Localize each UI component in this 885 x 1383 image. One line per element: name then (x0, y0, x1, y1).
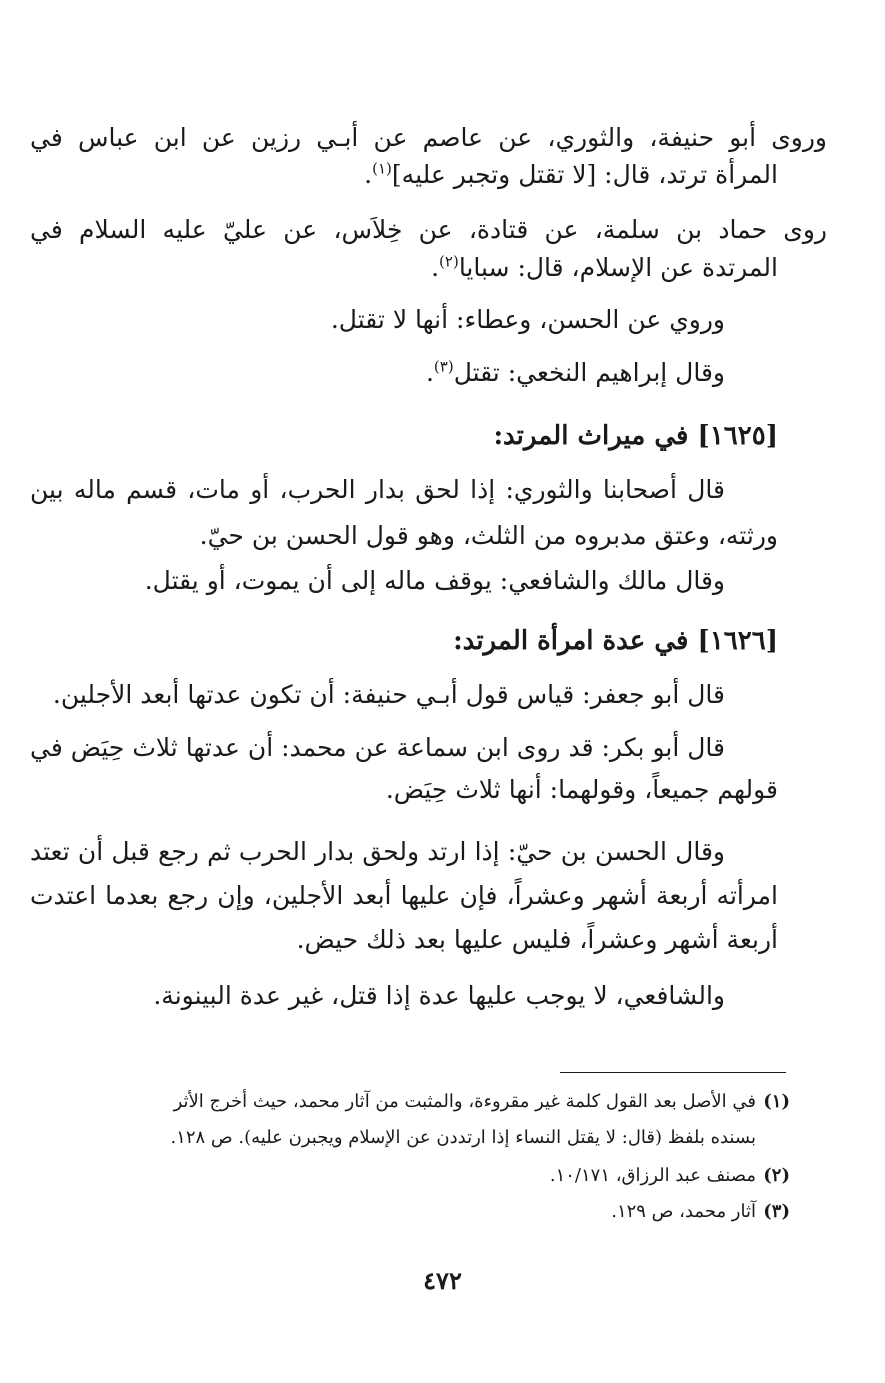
body-line: قولهم جميعاً، وقولهما: أنها ثلاث حِيَض. (385, 775, 778, 804)
body-line: ورثته، وعتق مدبروه من الثلث، وهو قول الحسن بن حيّ. (199, 521, 778, 550)
footnote-number: (٣) (763, 1201, 790, 1222)
section-heading: [١٦٢٥] في ميراث المرتد: (493, 421, 778, 451)
body-text: . (364, 160, 373, 189)
footnote-number: (١) (763, 1091, 790, 1112)
body-line: وقال الحسن بن حيّ: إذا ارتد ولحق بدار الحرب ثم رجع قبل أن تعتد (30, 837, 725, 866)
footnote-text: في الأصل بعد القول كلمة غير مقروءة، والمثبت من آثار محمد، حيث أخرج الأثر (173, 1091, 756, 1112)
body-line: روى حماد بن سلمة، عن قتادة، عن خِلاَس، عن عليّ عليه السلام في (30, 215, 827, 244)
footnote-ref: (١) (372, 159, 392, 178)
page-number: ٤٧٢ (423, 1266, 462, 1295)
footnote-text: مصنف عبد الرزاق، ١٠/١٧١. (549, 1165, 756, 1186)
body-text: المرأة ترتد، قال: [لا تقتل وتجبر عليه] (391, 160, 778, 189)
body-line: وقال مالك والشافعي: يوقف ماله إلى أن يموت، أو يقتل. (144, 566, 725, 595)
body-line: قال أبو بكر: قد روى ابن سماعة عن محمد: أن عدتها ثلاث حِيَض في (30, 733, 725, 762)
body-line (364, 157, 778, 193)
body-line: امرأته أربعة أشهر وعشراً، فإن عليها أبعد الأجلين، وإن رجع بعدما اعتدت (30, 881, 778, 910)
section-heading: [١٦٢٦] في عدة امرأة المرتد: (453, 626, 778, 656)
body-line (426, 355, 725, 391)
body-line: وروى أبو حنيفة، والثوري، عن عاصم عن أبـي رزين عن ابن عباس في (30, 123, 827, 152)
footnote-ref: (٢) (439, 252, 459, 271)
footnote-separator (560, 1072, 786, 1073)
body-text: وقال إبراهيم النخعي: تقتل (453, 358, 725, 387)
footnote (30, 1088, 790, 1116)
footnote-number: (٢) (763, 1165, 790, 1186)
body-text: . (425, 358, 434, 387)
body-line: قال أبو جعفر: قياس قول أبـي حنيفة: أن تكون عدتها أبعد الأجلين. (52, 680, 725, 709)
footnote: بسنده بلفظ (قال: لا يقتل النساء إذا ارتددن عن الإسلام ويجبرن عليه). ص ١٢٨. (170, 1127, 756, 1148)
body-line: وروي عن الحسن، وعطاء: أنها لا تقتل. (330, 305, 725, 334)
footnote (611, 1198, 790, 1226)
body-text: . (431, 253, 440, 282)
footnote (550, 1162, 790, 1190)
footnote-ref: (٣) (433, 357, 454, 376)
body-line: أربعة أشهر وعشراً، فليس عليها بعد ذلك حيض. (296, 925, 778, 954)
body-line (431, 250, 778, 286)
footnote-text: آثار محمد، ص ١٢٩. (611, 1201, 756, 1222)
body-text: المرتدة عن الإسلام، قال: سبايا (458, 253, 778, 282)
body-line: والشافعي، لا يوجب عليها عدة إذا قتل، غير عدة البينونة. (153, 981, 725, 1010)
body-line: قال أصحابنا والثوري: إذا لحق بدار الحرب، أو مات، قسم ماله بين (30, 475, 725, 504)
